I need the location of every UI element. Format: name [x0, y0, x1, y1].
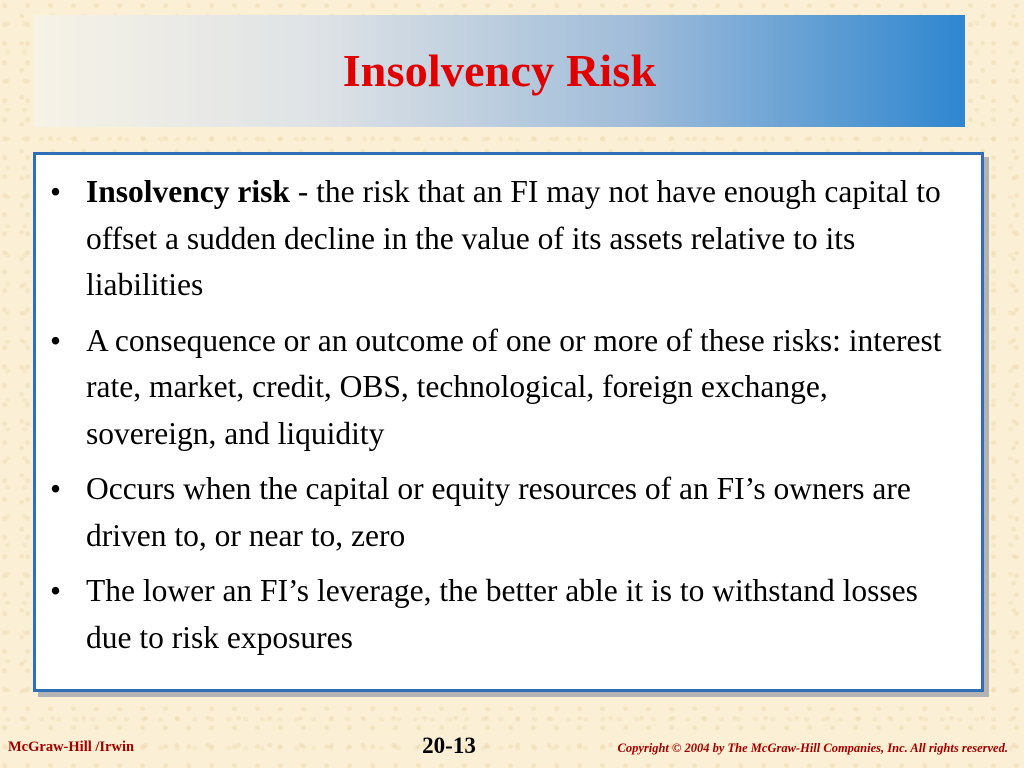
bullet-item	[46, 318, 965, 458]
bullet-term: Insolvency risk	[86, 174, 290, 209]
bullet-text: The lower an FI’s leverage, the better able it is to withstand losses due to risk exposures	[86, 573, 918, 655]
slide-title: Insolvency Risk	[342, 45, 657, 96]
bullet-marker: •	[50, 573, 62, 608]
footer-copyright: Copyright © 2004 by The McGraw-Hill Companies, Inc. All rights reserved.	[617, 741, 1008, 755]
bullet-item	[46, 568, 965, 661]
bullet-text: Occurs when the capital or equity resources of an FI’s owners are driven to, or near to, zero	[86, 471, 911, 553]
footer-publisher: McGraw-Hill /Irwin	[8, 739, 135, 755]
bullet-text: - the risk that an FI may not have enough capital to offset a sudden decline in the value of its assets relative to its liabilities	[86, 174, 941, 302]
bullet-marker: •	[50, 471, 62, 506]
bullet-item	[46, 466, 965, 559]
bullet-text: A consequence or an outcome of one or more of these risks: interest rate, market, credit, OBS, technological, foreign exchange, sovereign, and liquidity	[86, 322, 942, 451]
bullet-marker: •	[50, 322, 62, 358]
content-box	[33, 152, 984, 692]
footer-page-number: 20-13	[422, 733, 476, 758]
bullet-item	[46, 169, 965, 309]
bullet-marker: •	[50, 174, 62, 209]
title-bar	[34, 15, 965, 127]
bullet-list	[46, 169, 965, 661]
